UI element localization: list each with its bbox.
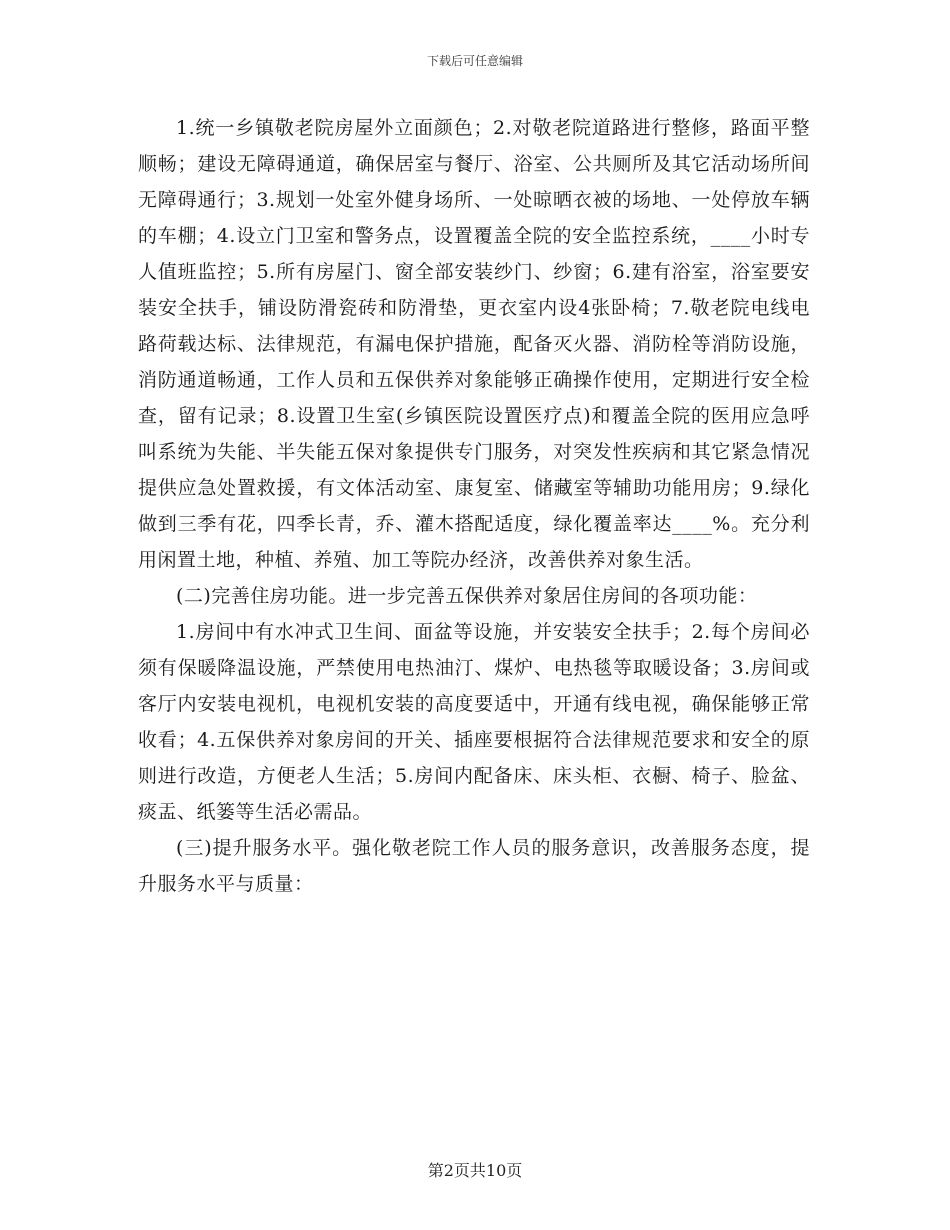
paragraph-facilities-list: 1.统一乡镇敬老院房屋外立面颜色；2.对敬老院道路进行整修，路面平整顺畅；建设无障碍通道，确保居室与餐厅、浴室、公共厕所及其它活动场所间无障碍通行；3.规划一处室外健身场所、一处晾晒衣被的场地、一处停放车辆的车棚；4.设立门卫室和警务点，设置覆盖全院的安全监控系统，____小时专人值班监控；5.所有房屋门、窗全部安装纱门、纱窗；6.建有浴室，浴室要安装安全扶手，铺设防滑瓷砖和防滑垫，更衣室内设4张卧椅；7.敬老院电线电路荷载达标、法律规范，有漏电保护措施，配备灭火器、消防栓等消防设施，消防通道畅通，工作人员和五保供养对象能够正确操作使用，定期进行安全检查，留有记录；8.设置卫生室(乡镇医院设置医疗点)和覆盖全院的医用应急呼叫系统为失能、半失能五保对象提供专门服务，对突发性疾病和其它紧急情况提供应急处置救援，有文体活动室、康复室、储藏室等辅助功能用房；9.绿化做到三季有花，四季长青，乔、灌木搭配适度，绿化覆盖率达____%。充分利用闲置土地，种植、养殖、加工等院办经济，改善供养对象生活。 (138, 117, 810, 571)
page-header: 下载后可任意编辑 (426, 54, 523, 68)
page-footer: 第2页共10页 (427, 1161, 523, 1180)
document-body (138, 110, 810, 902)
paragraph-section-3-heading: (三)提升服务水平。强化敬老院工作人员的服务意识，改善服务态度，提升服务水平与质量： (138, 837, 810, 895)
paragraph-room-functions-list: 1.房间中有水冲式卫生间、面盆等设施，并安装安全扶手；2.每个房间必须有保暖降温设施，严禁使用电热油汀、煤炉、电热毯等取暖设备；3.房间或客厅内安装电视机，电视机安装的高度要适中，开通有线电视，确保能够正常收看；4.五保供养对象房间的开关、插座要根据符合法律规范要求和安全的原则进行改造，方便老人生活；5.房间内配备床、床头柜、衣橱、椅子、脸盆、痰盂、纸篓等生活必需品。 (138, 621, 810, 823)
paragraph-section-2-heading: (二)完善住房功能。进一步完善五保供养对象居住房间的各项功能： (176, 585, 758, 607)
